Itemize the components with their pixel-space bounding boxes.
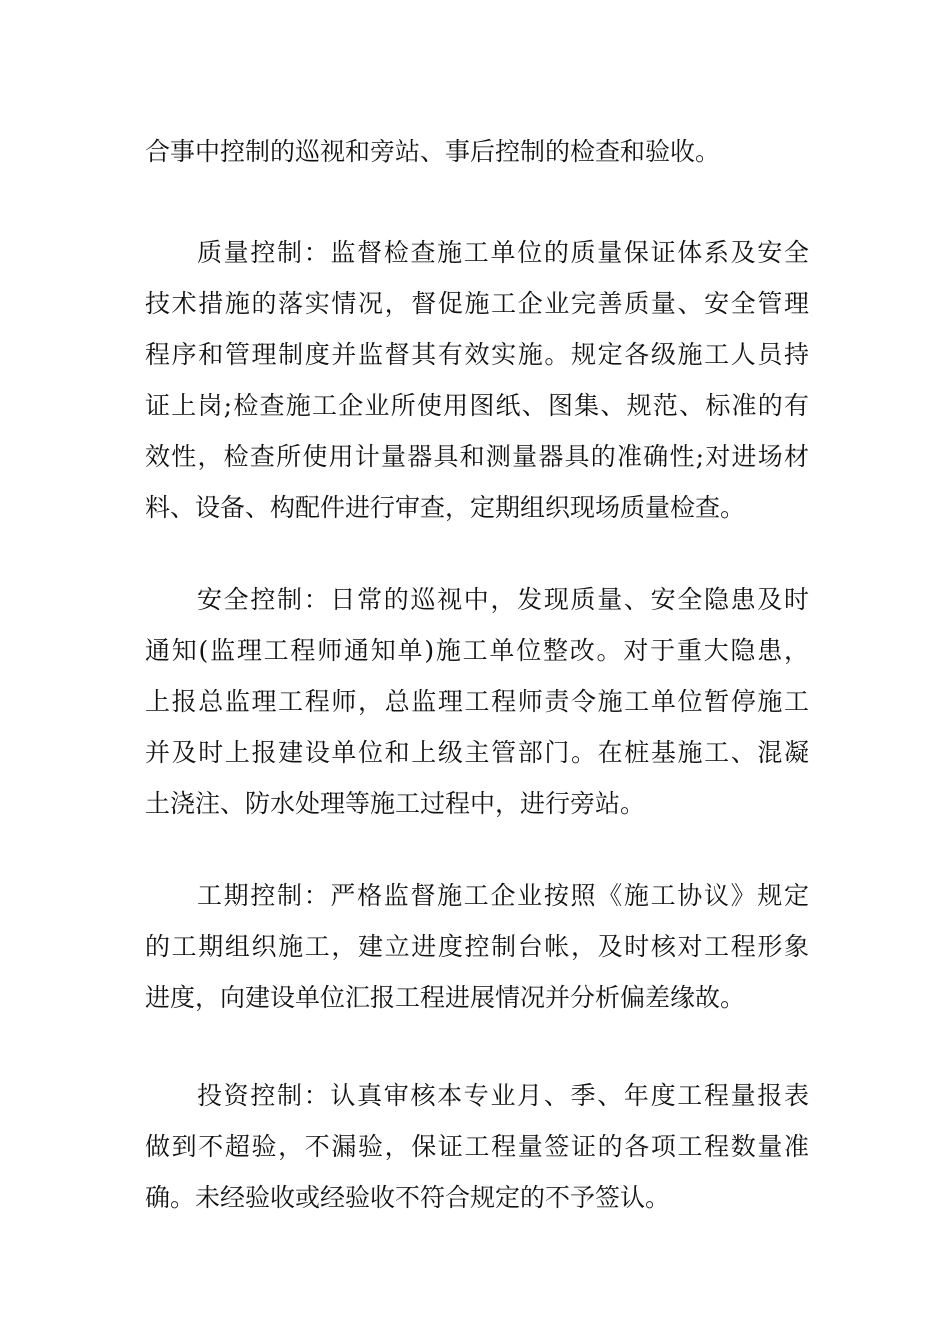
paragraph-line: 投资控制：认真审核本专业月、季、年度工程量报表 [197,1081,809,1110]
paragraph-line: 效性，检查所使用计量器具和测量器具的准确性;对进场材 [145,442,809,471]
paragraph-line: 技术措施的落实情况，督促施工企业完善质量、安全管理 [145,289,809,318]
paragraph-schedule-control [145,870,809,1023]
paragraph-line: 上报总监理工程师，总监理工程师责令施工单位暂停施工 [145,687,809,716]
paragraph-line: 工期控制：严格监督施工企业按照《施工协议》规定 [197,881,809,910]
paragraph-line: 并及时上报建设单位和上级主管部门。在桩基施工、混凝 [145,738,809,767]
paragraph-quality-control [145,227,809,533]
paragraph-line: 进度，向建设单位汇报工程进展情况并分析偏差缘故。 [145,983,746,1012]
paragraph-line: 的工期组织施工，建立进度控制台帐，及时核对工程形象 [145,932,809,961]
paragraph-line: 程序和管理制度并监督其有效实施。规定各级施工人员持 [145,340,809,369]
paragraph-line: 料、设备、构配件进行审查，定期组织现场质量检查。 [145,493,746,522]
paragraph-line: 确。未经验收或经验收不符合规定的不予签认。 [145,1183,671,1212]
paragraph-line: 证上岗;检查施工企业所使用图纸、图集、规范、标准的有 [145,391,809,420]
paragraph-line: 做到不超验，不漏验，保证工程量签证的各项工程数量准 [145,1132,809,1161]
paragraph-investment-control [145,1070,809,1223]
paragraph-continuation [145,126,809,177]
paragraph-line: 通知(监理工程师通知单)施工单位整改。对于重大隐患， [145,636,809,665]
paragraph-safety-control [145,574,809,829]
paragraph-line: 合事中控制的巡视和旁站、事后控制的检查和验收。 [145,137,721,166]
paragraph-line: 土浇注、防水处理等施工过程中，进行旁站。 [145,789,646,818]
paragraph-line: 安全控制：日常的巡视中，发现质量、安全隐患及时 [197,585,809,614]
paragraph-line: 质量控制：监督检查施工单位的质量保证体系及安全 [197,238,809,267]
